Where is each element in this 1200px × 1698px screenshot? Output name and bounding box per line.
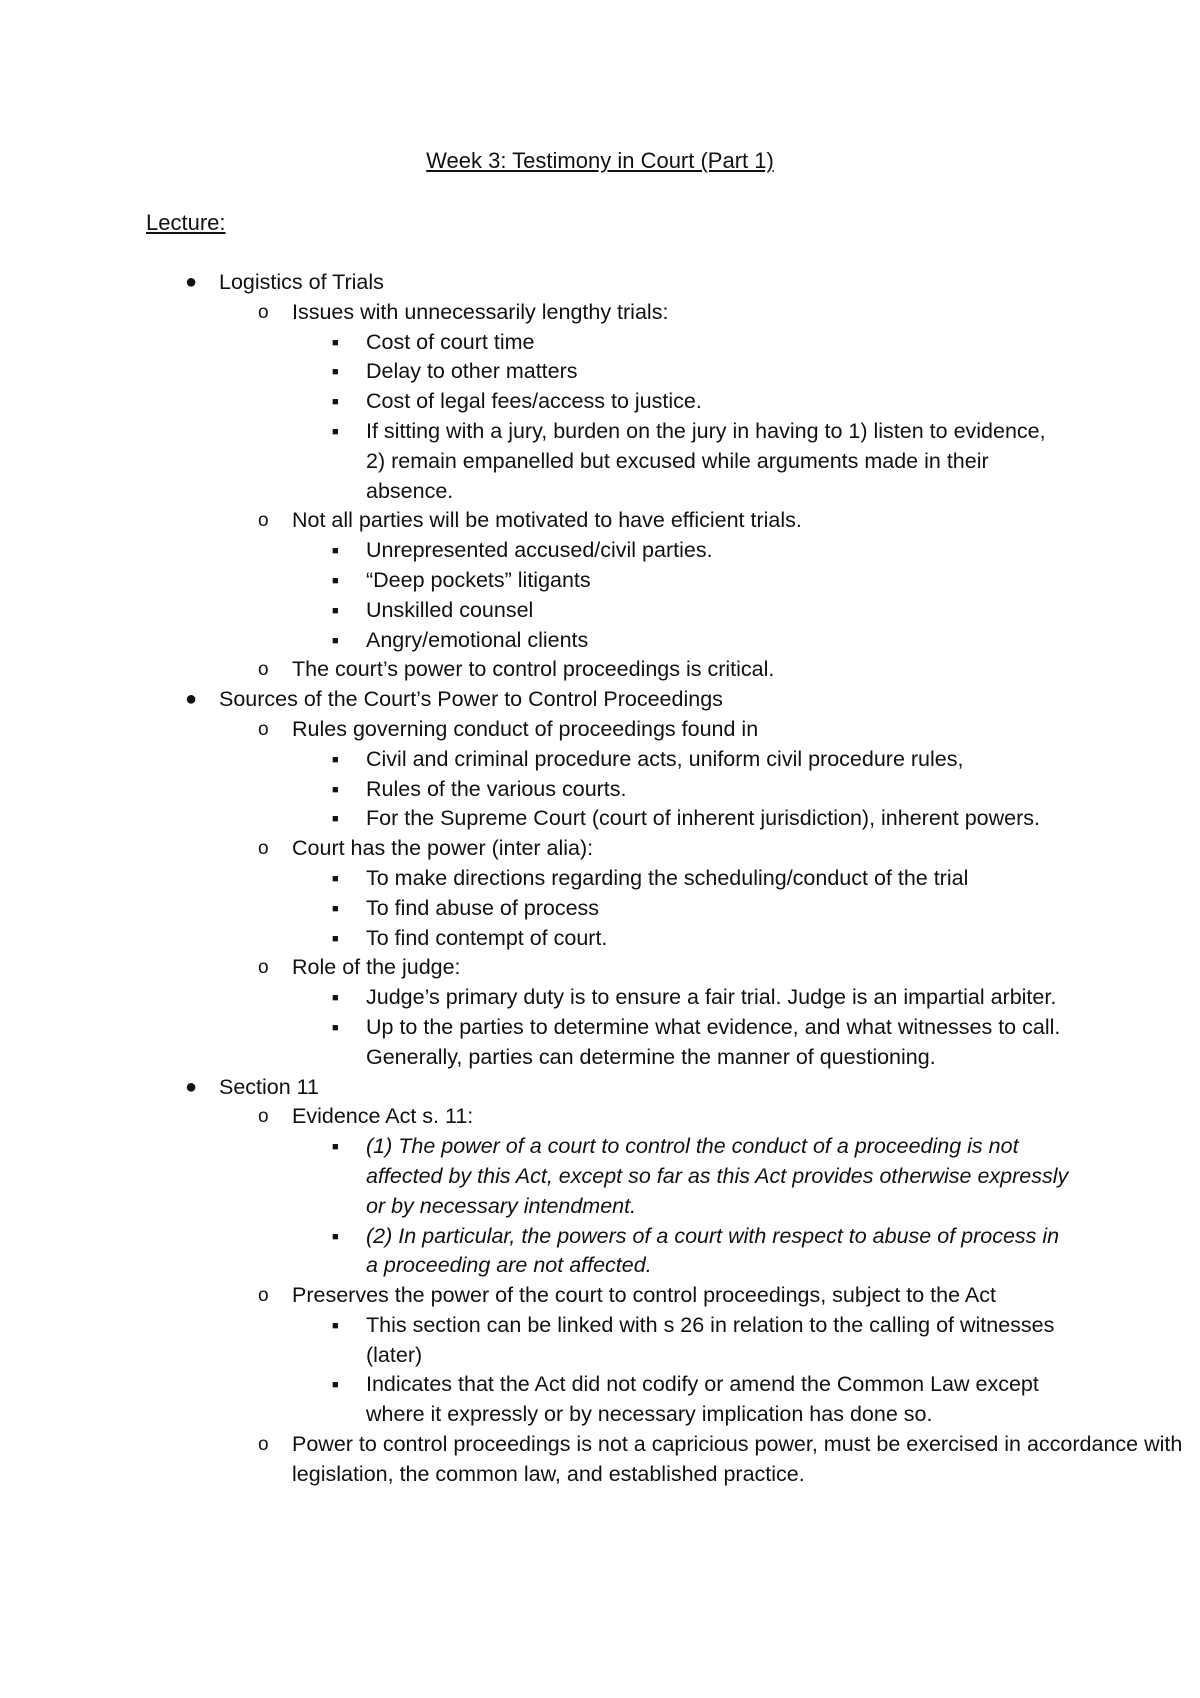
list-item-text: Delay to other matters — [366, 359, 578, 384]
list-item-text: Court has the power (inter alia): — [292, 836, 594, 861]
list-item-level-3 — [0, 745, 1200, 775]
bullet-circle-icon: o — [258, 1434, 269, 1456]
list-item-level-1 — [0, 268, 1200, 298]
list-item-level-3 — [0, 387, 1200, 417]
list-item-level-1 — [0, 685, 1200, 715]
list-item-text: Preserves the power of the court to control proceedings, subject to the Act — [292, 1283, 996, 1308]
list-item-text: Logistics of Trials — [219, 270, 384, 294]
bullet-square-icon: ■ — [332, 783, 339, 796]
bullet-square-icon: ■ — [332, 1379, 339, 1392]
list-item-level-3 — [0, 775, 1200, 805]
list-item-level-3 — [0, 924, 1200, 954]
bullet-square-icon: ■ — [332, 574, 339, 587]
list-item-text: Power to control proceedings is not a capricious power, must be exercised in accordance with legislation, the common law, and established practice. — [292, 1432, 1183, 1486]
list-item-text: Not all parties will be motivated to have efficient trials. — [292, 508, 802, 533]
bullet-circle-icon: o — [258, 957, 269, 979]
list-item-text: Rules of the various courts. — [366, 776, 627, 801]
list-item-level-2 — [0, 715, 1200, 745]
bullet-square-icon: ■ — [332, 753, 339, 766]
list-item-text: Rules governing conduct of proceedings found in — [292, 716, 759, 741]
list-item-text: Issues with unnecessarily lengthy trials: — [292, 299, 669, 324]
bullet-circle-icon: o — [258, 1285, 269, 1307]
list-item-text: To find abuse of process — [366, 895, 600, 920]
list-item-text: Unrepresented accused/civil parties. — [366, 538, 713, 563]
list-item-level-3 — [0, 357, 1200, 387]
list-item-text: Section 11 — [219, 1074, 320, 1099]
list-item-level-3 — [0, 983, 1200, 1013]
bullet-square-icon: ■ — [332, 604, 339, 617]
list-item-level-3 — [0, 804, 1200, 834]
bullet-square-icon: ■ — [332, 545, 339, 558]
list-item-level-3 — [0, 566, 1200, 596]
bullet-square-icon: ■ — [332, 1319, 339, 1332]
bullet-square-icon: ■ — [332, 634, 339, 647]
list-item-level-3 — [0, 894, 1200, 924]
bullet-dot-icon: ● — [185, 688, 198, 711]
list-item-text: Civil and criminal procedure acts, uniform civil procedure rules, — [366, 746, 964, 771]
list-item-level-2 — [0, 1430, 1200, 1490]
list-item-text: Judge’s primary duty is to ensure a fair trial. Judge is an impartial arbiter. — [366, 985, 1057, 1010]
list-item-text: Indicates that the Act did not codify or amend the Common Law except where it expressly or by necessary implication has done so. — [366, 1372, 1039, 1427]
bullet-square-icon: ■ — [332, 813, 339, 826]
list-item-text: (2) In particular, the powers of a court with respect to abuse of process in a proceeding are not affected. — [366, 1223, 1060, 1278]
list-item-text: Unskilled counsel — [366, 597, 534, 622]
bullet-circle-icon: o — [258, 301, 269, 323]
list-item-level-3 — [0, 1222, 1200, 1282]
list-item-level-3 — [0, 328, 1200, 358]
page-title: Week 3: Testimony in Court (Part 1) — [426, 148, 774, 173]
list-item-level-2 — [0, 298, 1200, 328]
list-item-text: Evidence Act s. 11: — [292, 1104, 474, 1129]
list-item-text: Cost of legal fees/access to justice. — [366, 389, 702, 414]
list-item-text: The court’s power to control proceedings is critical. — [292, 657, 775, 682]
list-item-text: Cost of court time — [366, 329, 535, 354]
list-item-text: If sitting with a jury, burden on the jury in having to 1) listen to evidence, 2) remain empanelled but excused while arguments made in their absence. — [366, 418, 1046, 503]
bullet-dot-icon: ● — [185, 271, 198, 293]
bullet-square-icon: ■ — [332, 336, 339, 349]
bullet-square-icon: ■ — [332, 366, 339, 379]
list-item-level-2 — [0, 834, 1200, 864]
bullet-dot-icon: ● — [185, 1075, 198, 1098]
list-item-text: To find contempt of court. — [366, 925, 608, 950]
list-item-level-3 — [0, 1013, 1200, 1073]
bullet-circle-icon: o — [258, 510, 269, 532]
list-item-text: Angry/emotional clients — [366, 627, 589, 652]
list-item-text: To make directions regarding the scheduling/conduct of the trial — [366, 865, 969, 890]
bullet-circle-icon: o — [258, 659, 269, 681]
list-item-level-2 — [0, 953, 1200, 983]
list-item-level-3 — [0, 626, 1200, 656]
section-heading: Lecture: — [146, 210, 226, 235]
bullet-square-icon: ■ — [332, 872, 339, 885]
list-item-text: Role of the judge: — [292, 955, 461, 980]
list-item-level-3 — [0, 864, 1200, 894]
list-item-level-3 — [0, 1370, 1200, 1430]
bullet-circle-icon: o — [258, 1106, 269, 1128]
list-item-text: Up to the parties to determine what evidence, and what witnesses to call. Generally, parties can determine the manner of questioning. — [366, 1014, 1061, 1069]
bullet-square-icon: ■ — [332, 396, 339, 409]
list-item-text: This section can be linked with s 26 in relation to the calling of witnesses (later) — [366, 1312, 1055, 1367]
bullet-circle-icon: o — [258, 838, 269, 860]
bullet-square-icon: ■ — [332, 1230, 339, 1243]
list-item-text: For the Supreme Court (court of inherent jurisdiction), inherent powers. — [366, 806, 1040, 831]
bullet-square-icon: ■ — [332, 1141, 339, 1154]
list-item-level-3 — [0, 536, 1200, 566]
list-item-level-2 — [0, 655, 1200, 685]
notes-list — [0, 268, 1200, 1490]
list-item-level-2 — [0, 506, 1200, 536]
list-item-text: Sources of the Court’s Power to Control Proceedings — [219, 687, 723, 712]
bullet-square-icon: ■ — [332, 902, 339, 915]
bullet-square-icon: ■ — [332, 932, 339, 945]
list-item-level-3 — [0, 596, 1200, 626]
list-item-level-2 — [0, 1281, 1200, 1311]
bullet-square-icon: ■ — [332, 425, 339, 438]
bullet-square-icon: ■ — [332, 992, 339, 1005]
list-item-level-3 — [0, 1132, 1200, 1221]
bullet-square-icon: ■ — [332, 1021, 339, 1034]
list-item-level-3 — [0, 1311, 1200, 1371]
list-item-level-1 — [0, 1073, 1200, 1103]
list-item-text: “Deep pockets” litigants — [366, 567, 591, 592]
list-item-text: (1) The power of a court to control the conduct of a proceeding is not affected by this Act, except so far as this Act provides otherwise expressly or by necessary intendment. — [366, 1134, 1069, 1218]
list-item-level-3 — [0, 417, 1200, 506]
bullet-circle-icon: o — [258, 718, 269, 740]
list-item-level-2 — [0, 1102, 1200, 1132]
